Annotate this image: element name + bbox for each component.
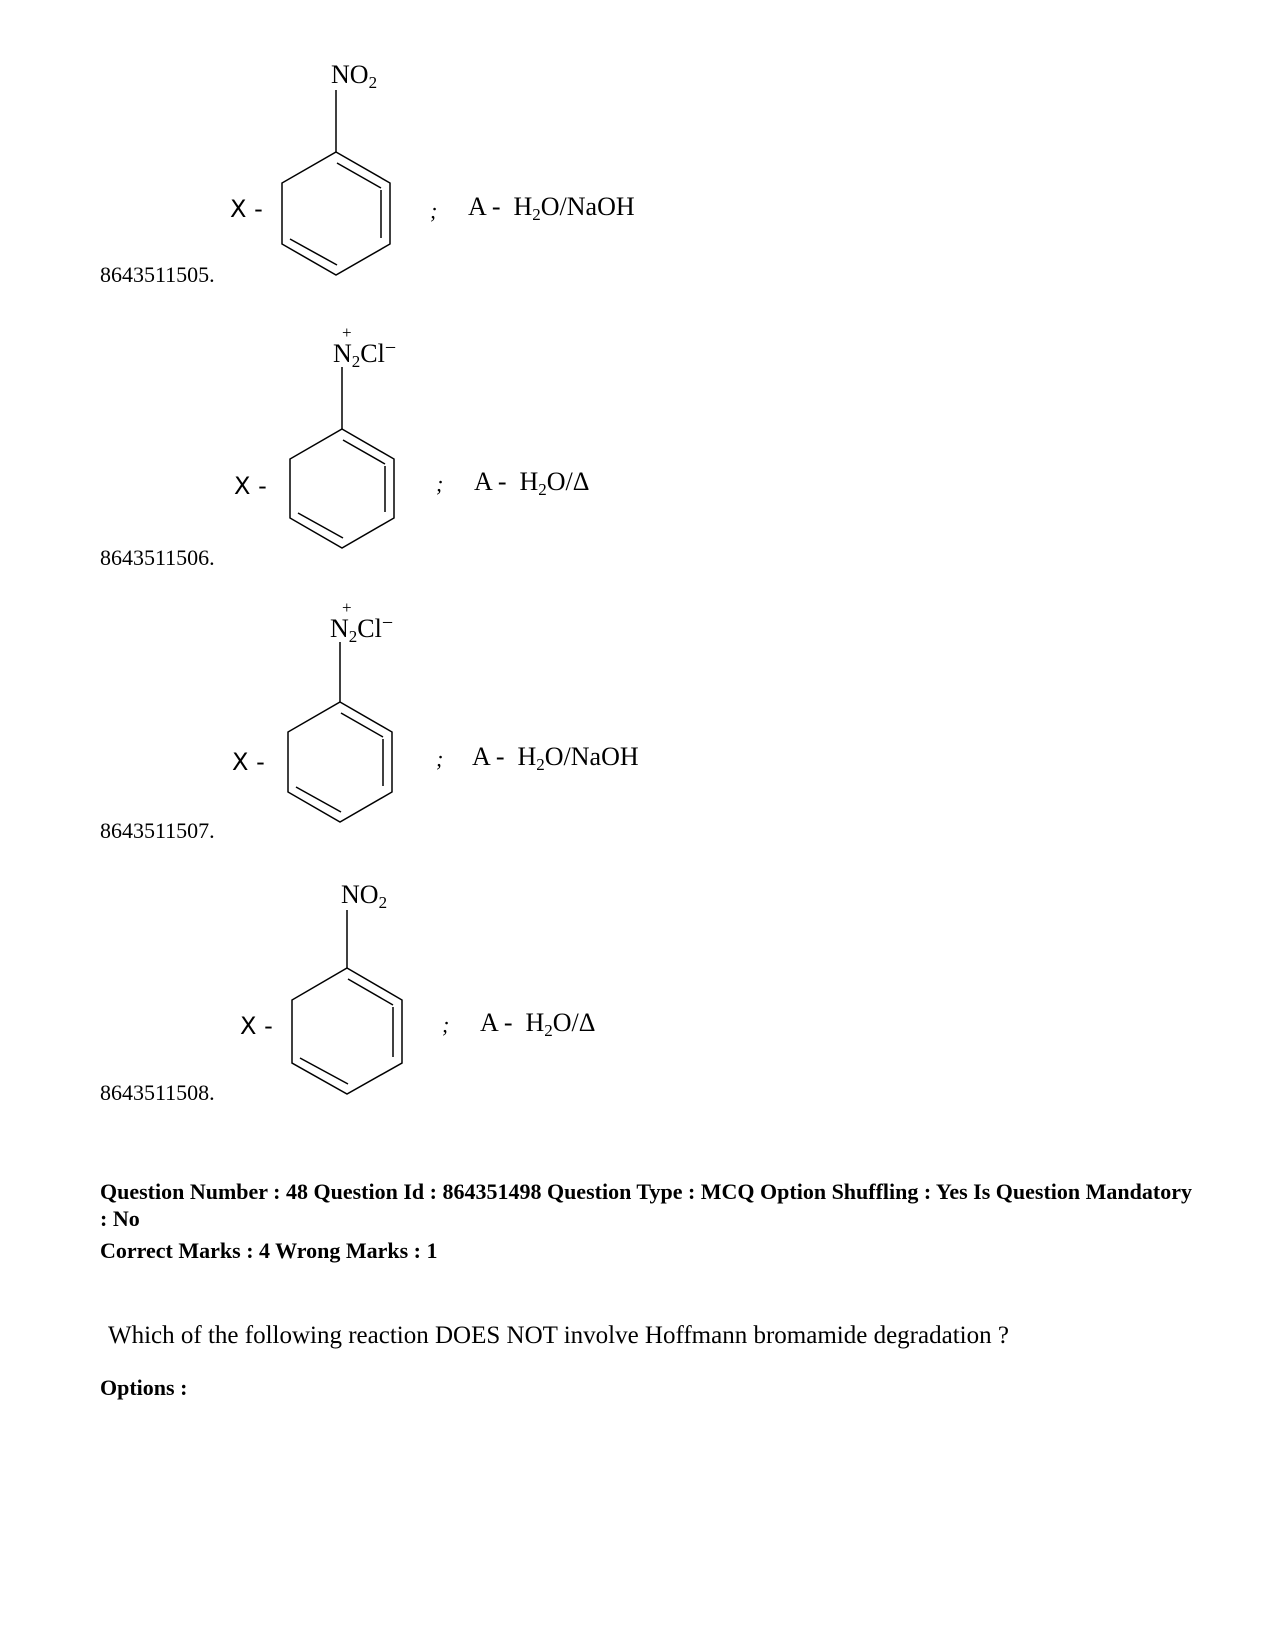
benzene-ring-icon [0, 325, 1275, 565]
charge-plus: + [342, 598, 352, 617]
separator: ; [430, 198, 438, 223]
substituent-formula: $NO_2$ [341, 880, 388, 912]
option-3-structure [0, 600, 1275, 840]
benzene-ring-icon [0, 600, 1275, 840]
option-id: 8643511508. [100, 1080, 215, 1105]
x-label: X - [232, 748, 265, 776]
option-id: 8643511506. [100, 545, 215, 570]
option-id: 8643511505. [100, 262, 215, 287]
reagent-text: A - $H_2O/\Delta$ [480, 1008, 596, 1040]
question-meta-line1: Question Number : 48 Question Id : 864351498 Question Type : MCQ Option Shuffling : Yes Is Question Mandatory : No [100, 1179, 1192, 1231]
charge-plus: + [342, 323, 352, 342]
separator: ; [442, 1012, 450, 1037]
reagent-text: A - $H_2O$/NaOH [472, 742, 639, 774]
question-text: Which of the following reaction DOES NOT involve Hoffmann bromamide degradation ? [108, 1322, 1009, 1349]
separator: ; [436, 746, 444, 771]
option-id: 8643511507. [100, 818, 215, 843]
substituent-formula: $N_2Cl^-$ [330, 612, 394, 646]
separator: ; [436, 471, 444, 496]
substituent-formula: $NO_2$ [331, 60, 378, 92]
options-label: Options : [100, 1375, 188, 1400]
question-meta [100, 1178, 1200, 1264]
x-label: X - [240, 1012, 273, 1040]
reagent-text: A - $H_2O$/NaOH [468, 192, 635, 224]
reagent-text: A - $H_2O/\Delta$ [474, 467, 590, 499]
x-label: X - [230, 195, 263, 223]
substituent-formula: $N_2Cl^-$ [333, 337, 397, 371]
question-meta-line2: Correct Marks : 4 Wrong Marks : 1 [100, 1238, 438, 1263]
x-label: X - [234, 472, 267, 500]
option-2-structure [0, 325, 1275, 565]
